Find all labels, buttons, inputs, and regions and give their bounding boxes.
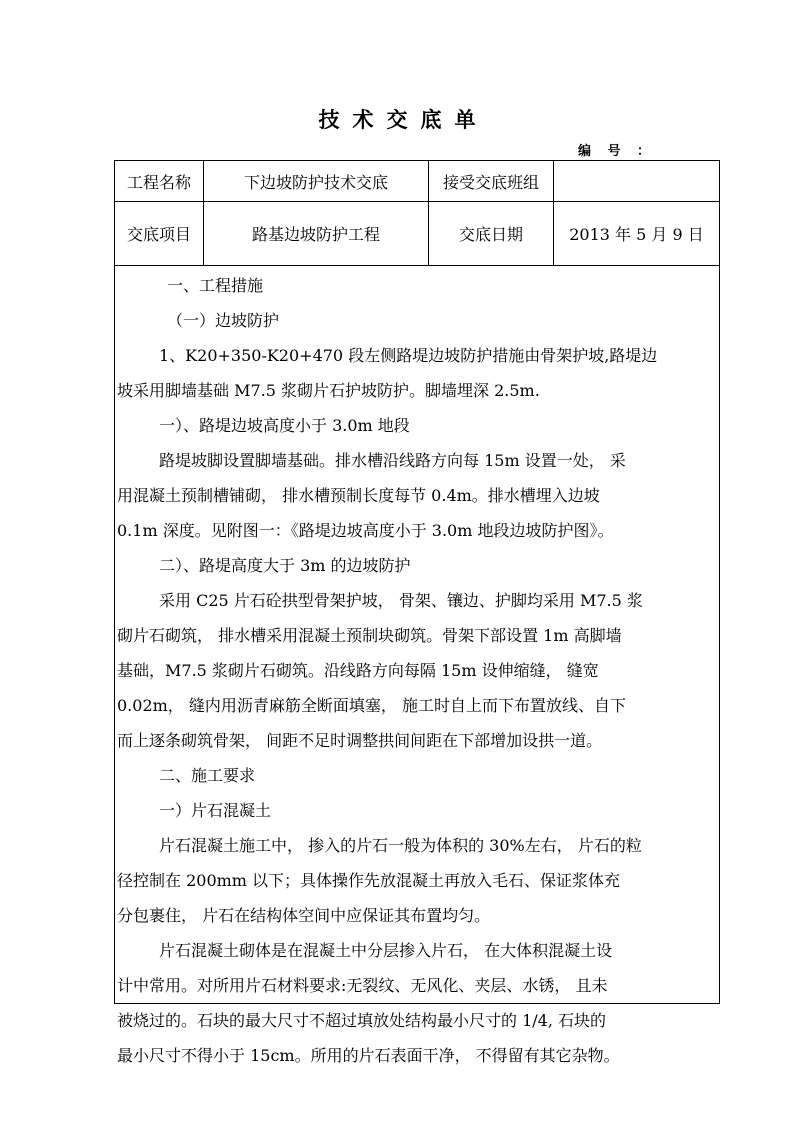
paragraph-line: 片石混凝土施工中， 掺入的片石一般为体积的 30%左右， 片石的粒 bbox=[159, 836, 642, 855]
paragraph-line: 分包裹住， 片石在结构体空间中应保证其布置均匀。 bbox=[117, 906, 491, 925]
paragraph-line: 路堤坡脚设置脚墙基础。排水槽沿线路方向每 15m 设置一处， 采 bbox=[159, 451, 626, 470]
section-heading: 一、工程措施 bbox=[167, 276, 264, 295]
disclosure-item-value: 路基边坡防护工程 bbox=[251, 225, 380, 244]
disclosure-content bbox=[117, 268, 715, 1073]
paragraph-line: 被烧过的。石块的最大尺寸不超过填放处结构最小尺寸的 1/4, 石块的 bbox=[117, 1011, 607, 1030]
paragraph-line: 片石混凝土砌体是在混凝土中分层掺入片石， 在大体积混凝土设 bbox=[159, 941, 613, 960]
subsection-heading: 二）、路堤高度大于 3m 的边坡防护 bbox=[159, 556, 411, 575]
serial-number-label: 编 号 ： bbox=[578, 144, 657, 159]
subsection-heading: 一）、路堤边坡高度小于 3.0m 地段 bbox=[159, 416, 410, 435]
receiving-team-label: 接受交底班组 bbox=[442, 172, 539, 192]
paragraph-line: 基础，M7.5 浆砌片石砌筑。沿线路方向每隔 15m 设伸缩缝， 缝宽 bbox=[117, 661, 599, 680]
paragraph-line: 砌片石砌筑， 排水槽采用混凝土预制块砌筑。骨架下部设置 1m 高脚墙 bbox=[117, 626, 622, 645]
project-name-value: 下边坡防护技术交底 bbox=[243, 172, 388, 192]
subsection-heading: 一）片石混凝土 bbox=[159, 801, 272, 820]
paragraph-line: 径控制在 200mm 以下；具体操作先放混凝土再放入毛石、保证浆体充 bbox=[117, 871, 621, 890]
disclosure-date-label: 交底日期 bbox=[458, 225, 523, 244]
paragraph-line: 0.1m 深度。见附图一：《路堤边坡高度小于 3.0m 地段边坡防护图》。 bbox=[117, 521, 614, 540]
paragraph-line: 0.02m， 缝内用沥青麻筋全断面填塞， 施工时自上而下布置放线、自下 bbox=[117, 696, 626, 715]
paragraph-line: 而上逐条砌筑骨架， 间距不足时调整拱间间距在下部增加设拱一道。 bbox=[117, 731, 603, 750]
project-name-label: 工程名称 bbox=[126, 172, 191, 192]
paragraph-line: 采用 C25 片石砼拱型骨架护坡， 骨架、镶边、护脚均采用 M7.5 浆 bbox=[159, 591, 643, 610]
paragraph-line: 计中常用。对所用片石材料要求:无裂纹、无风化、夹层、水锈， 且未 bbox=[117, 976, 608, 995]
disclosure-date-value: 2013 年 5 月 9 日 bbox=[569, 225, 704, 244]
receiving-team-value bbox=[554, 161, 719, 201]
paragraph-line: 坡采用脚墙基础 M7.5 浆砌片石护坡防护。脚墙埋深 2.5m. bbox=[117, 381, 540, 400]
paragraph-line: 用混凝土预制槽铺砌， 排水槽预制长度每节 0.4m。排水槽埋入边坡 bbox=[117, 486, 600, 505]
document-title: 技术交底单 bbox=[318, 108, 489, 132]
paragraph-line: 1、K20+350-K20+470 段左侧路堤边坡防护措施由骨架护坡,路堤边 bbox=[159, 346, 658, 365]
disclosure-item-label: 交底项目 bbox=[126, 225, 191, 244]
paragraph-line: 最小尺寸不得小于 15cm。所用的片石表面干净， 不得留有其它杂物。 bbox=[117, 1046, 620, 1065]
row-divider bbox=[115, 265, 719, 266]
section-heading: 二、施工要求 bbox=[159, 766, 256, 785]
subsection-heading: （一）边坡防护 bbox=[167, 311, 280, 330]
